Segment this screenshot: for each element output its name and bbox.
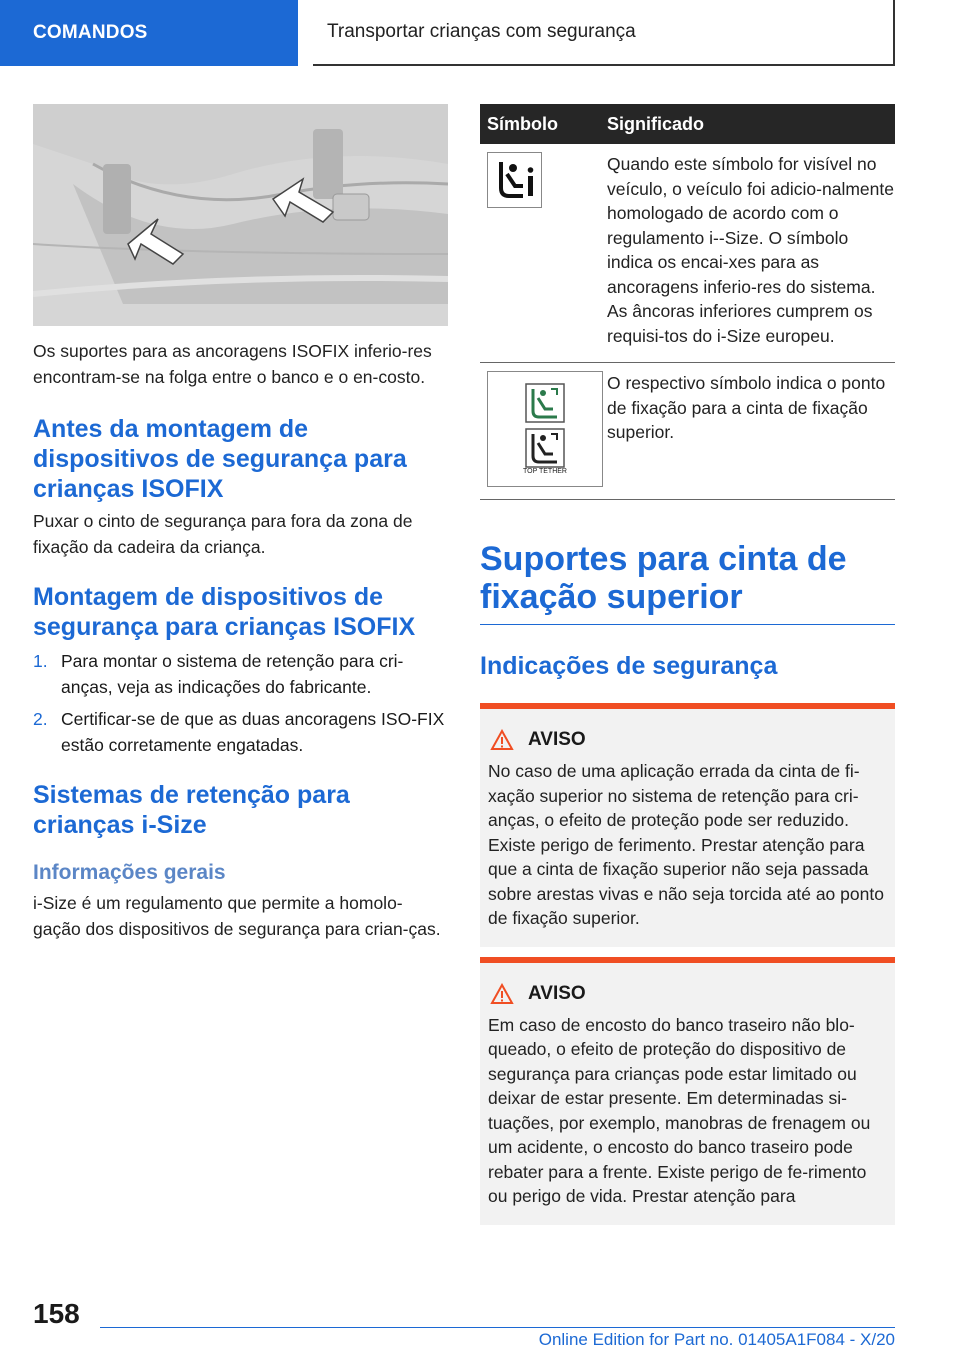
symbol-table-header — [480, 104, 895, 144]
column-header-symbol: Símbolo — [487, 113, 558, 134]
column-header-meaning: Significado — [607, 113, 705, 134]
heading-divider — [480, 624, 895, 625]
warning-label: AVISO — [528, 982, 586, 1004]
warning-label: AVISO — [528, 729, 586, 750]
heading-before-mounting: Antes da montagem de dispositivos de segurança para crianças ISOFIX — [33, 415, 407, 503]
table-row — [480, 363, 895, 500]
list-item: 1. Para montar o sistema de retenção para cri-anças, veja as indicações do fabricante. — [33, 651, 404, 697]
page-number: 158 — [33, 1298, 80, 1329]
warning-header — [488, 983, 887, 1005]
table-row — [480, 144, 895, 363]
warning-triangle-icon — [490, 983, 514, 1005]
heading-safety-notes: Indicações de segurança — [480, 652, 778, 680]
photo-caption: Os suportes para as ancoragens ISOFIX inferio-res encontram-se na folga entre o banco e o en-costo. — [33, 341, 432, 387]
left-column — [33, 104, 449, 942]
top-tether-symbol-meaning: O respectivo símbolo indica o ponto de fixação para a cinta de fixação superior. — [607, 373, 886, 442]
page-header-title: Transportar crianças com segurança — [313, 0, 895, 66]
footer-edition-link[interactable]: Online Edition for Part no. 01405A1F084 - X/20 — [538, 1330, 895, 1349]
heading-mounting: Montagem de dispositivos de segurança para crianças ISOFIX — [33, 583, 416, 641]
heading-isize: Sistemas de retenção para crianças i-Size — [33, 781, 350, 839]
warning-text: No caso de uma aplicação errada da cinta de fi-xação superior no sistema de retenção para cri-anças, o efeito de proteção pode ser reduzido. Existe perigo de ferimento. Prestar atenção para que a cinta de fixação superior não seja passada sobre arestas vivas e não seja torcida até ao ponto de fixação superior. — [488, 761, 884, 928]
heading-top-tether-supports: Suportes para cinta de fixação superior — [480, 540, 847, 616]
section-tab[interactable]: COMANDOS — [0, 0, 298, 66]
mounting-steps — [33, 648, 449, 758]
paragraph-general-info: i-Size é um regulamento que permite a homolo-gação dos dispositivos de segurança para crian-ças. — [33, 893, 441, 939]
list-item: 2. Certificar-se de que as duas ancoragens ISO-FIX estão corretamente engatadas. — [33, 709, 445, 755]
warning-box — [480, 957, 895, 1225]
top-tether-icon — [487, 371, 603, 487]
tether-seat-icon-lower — [525, 428, 565, 468]
heading-general-info: Informações gerais — [33, 861, 226, 884]
right-column — [480, 104, 895, 1225]
seat-illustration — [33, 104, 448, 326]
warning-triangle-icon — [490, 729, 514, 751]
i-size-seat-icon — [487, 152, 542, 208]
paragraph-before-mounting: Puxar o cinto de segurança para fora da zona de fixação da cadeira da criança. — [33, 511, 413, 557]
top-tether-label: TOP TETHER — [523, 468, 567, 476]
warning-box — [480, 703, 895, 947]
footer-divider — [100, 1327, 895, 1328]
warning-header — [488, 729, 887, 751]
tether-seat-icon-upper — [525, 383, 565, 423]
isofix-anchor-photo — [33, 104, 448, 326]
i-size-symbol-meaning: Quando este símbolo for visível no veículo, o veículo foi adicio-nalmente homologado de acordo com o regulamento i--Size. O símbolo indica os encai-xes para as ancoragens inferio-res do sistema. As âncoras inferiores cumprem os requisi-tos do i-Size europeu. — [607, 154, 894, 346]
warning-text: Em caso de encosto do banco traseiro não blo-queado, o efeito de proteção do dispositivo de segurança para crianças pode estar limitado ou deixar de estar presente. Em determinadas si-tuações, por exemplo, manobras de frenagem ou um acidente, o encosto do banco traseiro pode rebater para a frente. Existe perigo de fe-rimento ou perigo de vida. Prestar atenção para — [488, 1014, 871, 1206]
